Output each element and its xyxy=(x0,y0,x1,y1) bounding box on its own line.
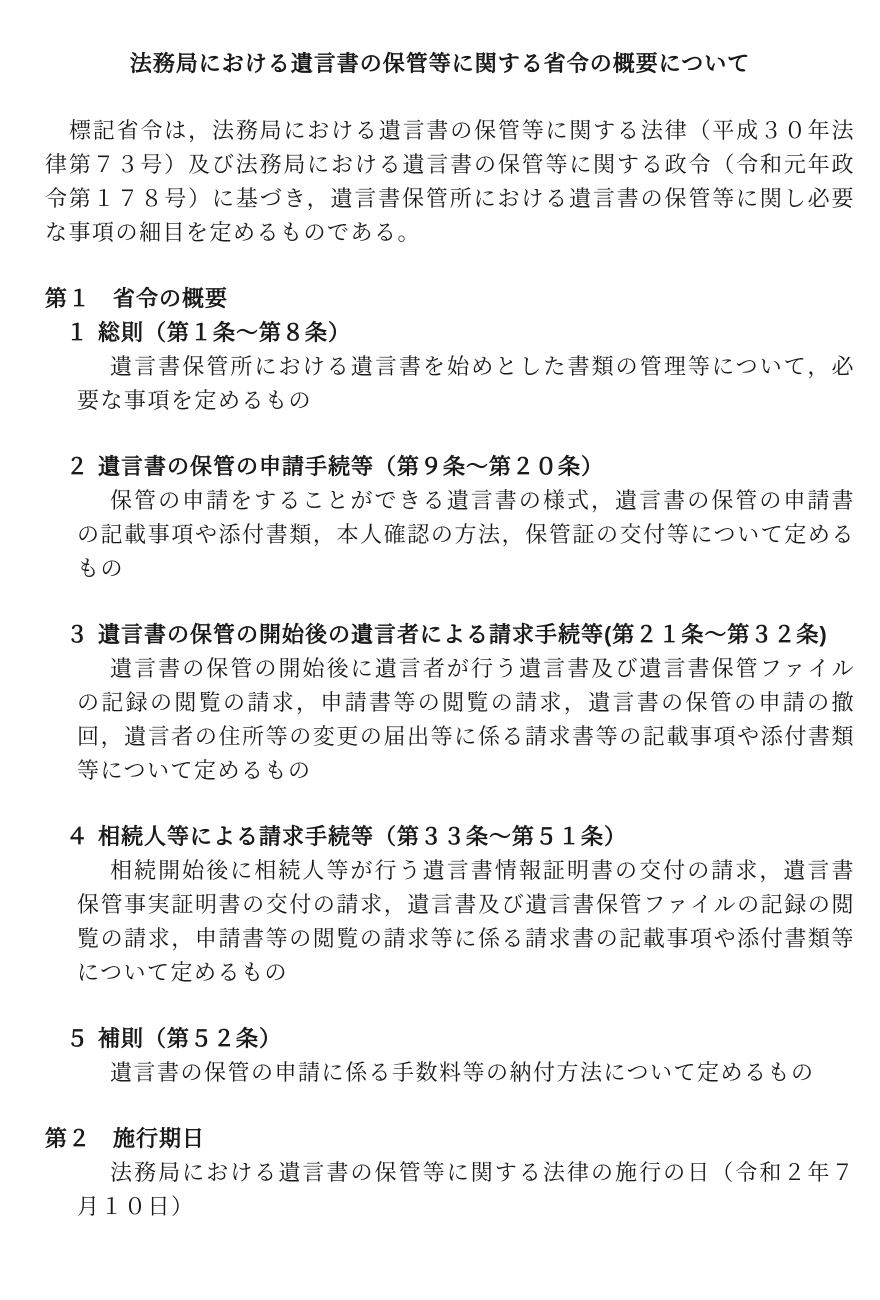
item-5-number: ５ xyxy=(66,1026,90,1051)
section-2-title: 施行期日 xyxy=(113,1126,206,1151)
section-1-title: 省令の概要 xyxy=(113,286,229,311)
item-4-body: 相続開始後に相続人等が行う遺言書情報証明書の交付の請求，遺言書保管事実証明書の交付の請求，遺言書及び遺言書保管ファイルの記録の閲覧の請求，申請書等の閲覧の請求等に係る請求書の記載事項や添付書類等について定めるもの xyxy=(77,858,855,985)
section-2-heading xyxy=(45,1122,855,1156)
intro-paragraph: 標記省令は，法務局における遺言書の保管等に関する法律（平成３０年法律第７３号）及び法務局における遺言書の保管等に関する政令（令和元年政令第１７８号）に基づき，遺言書保管所における遺言書の保管等に関し必要な事項の細目を定めるものである。 xyxy=(45,118,855,245)
item-4-heading xyxy=(66,820,855,854)
item-5-body: 遺言書の保管の申請に係る手数料等の納付方法について定めるもの xyxy=(110,1060,815,1085)
item-3-testator-requests xyxy=(66,618,855,788)
item-2-storage-application xyxy=(66,450,855,586)
item-2-heading xyxy=(66,450,855,484)
item-1-body: 遺言書保管所における遺言書を始めとした書類の管理等について，必要な事項を定めるもの xyxy=(77,354,855,413)
item-1-heading xyxy=(66,316,855,350)
section-1-number: 第１ xyxy=(45,286,92,311)
item-4-title: 相続人等による請求手続等（第３３条～第５１条） xyxy=(98,824,628,849)
item-4-number: ４ xyxy=(66,824,90,849)
item-1-general-rules xyxy=(66,316,855,418)
item-4-heir-requests xyxy=(66,820,855,990)
item-3-body: 遺言書の保管の開始後に遺言者が行う遺言書及び遺言書保管ファイルの記録の閲覧の請求，申請書等の閲覧の請求，遺言書の保管の申請の撤回，遺言者の住所等の変更の届出等に係る請求書等の記載事項や添付書類等について定めるもの xyxy=(77,656,855,783)
section-2-number: 第２ xyxy=(45,1126,92,1151)
item-2-number: ２ xyxy=(66,454,90,479)
item-3-number: ３ xyxy=(66,622,90,647)
section-1-heading xyxy=(45,282,855,316)
item-1-number: １ xyxy=(66,320,90,345)
document-page xyxy=(0,50,880,1300)
item-5-title: 補則（第５２条） xyxy=(98,1026,283,1051)
item-1-title: 総則（第１条～第８条） xyxy=(98,320,352,345)
item-2-title: 遺言書の保管の申請手続等（第９条～第２０条） xyxy=(98,454,605,479)
item-3-heading xyxy=(66,618,855,652)
item-5-heading xyxy=(66,1022,855,1056)
section-2 xyxy=(45,1122,855,1224)
item-5-supplementary-rules xyxy=(66,1022,855,1090)
item-2-body: 保管の申請をすることができる遺言書の様式，遺言書の保管の申請書の記載事項や添付書類，本人確認の方法，保管証の交付等について定めるもの xyxy=(77,488,855,581)
section-1 xyxy=(45,282,855,1090)
item-3-title: 遺言書の保管の開始後の遺言者による請求手続等(第２１条～第３２条) xyxy=(98,622,828,647)
page-title: 法務局における遺言書の保管等に関する省令の概要について xyxy=(129,51,751,76)
section-2-body: 法務局における遺言書の保管等に関する法律の施行の日（令和２年７月１０日） xyxy=(77,1160,855,1219)
